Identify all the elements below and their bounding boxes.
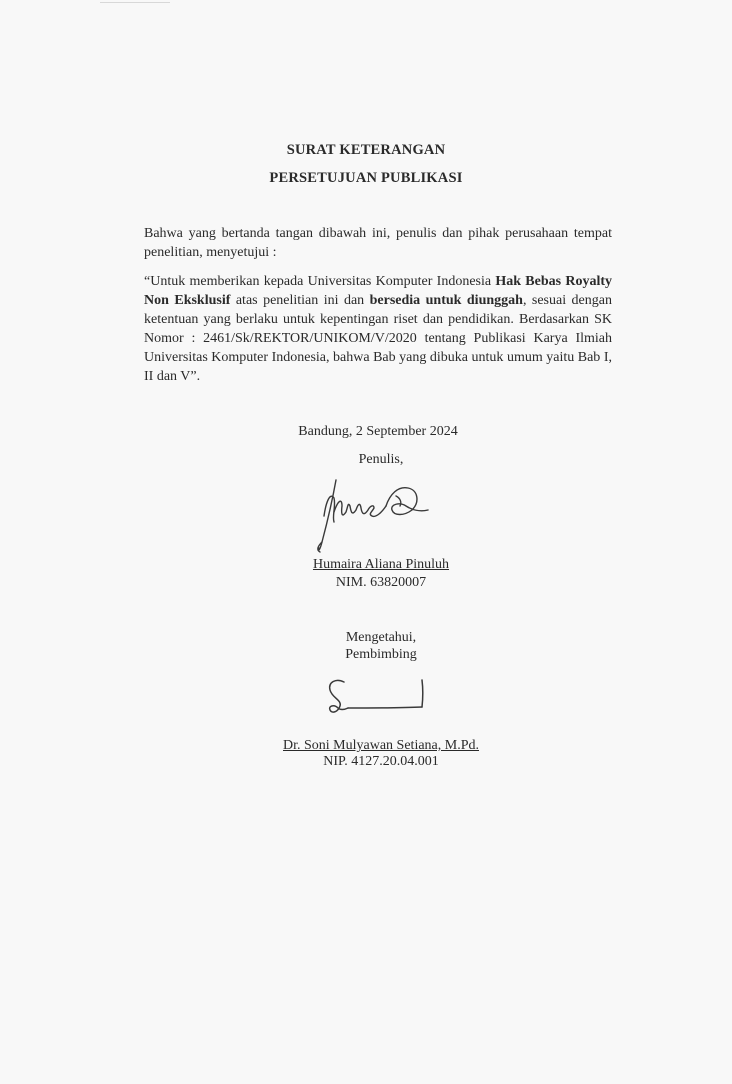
agreement-bold-1: Hak Bebas Royalty Non Eksklusif — [144, 274, 613, 308]
advisor-signature — [322, 674, 432, 722]
place-date: Bandung, 2 September 2024 — [298, 424, 458, 439]
agreement-paragraph — [144, 272, 612, 386]
agreement-text-2: atas penelitian ini dan — [230, 293, 370, 308]
intro-paragraph: Bahwa yang bertanda tangan dibawah ini, penulis dan pihak perusahaan tempat penelitian, menyetujui : — [144, 226, 612, 260]
advisor-label: Mengetahui, — [345, 630, 417, 645]
agreement-text-3: , sesuai dengan ketentuan yang berlaku untuk kepentingan riset dan pendidikan. Berdasarkan SK Nomor : 2461/Sk/REKTOR/UNIKOM/V/2020 tentang Publikasi Karya Ilmiah Universitas Komputer Indonesia, bahwa Bab yang dibuka untuk umum yaitu Bab I, II dan V”. — [144, 293, 612, 384]
scan-artifact-line — [100, 2, 170, 3]
document-subtitle: PERSETUJUAN PUBLIKASI — [269, 170, 463, 186]
agreement-text-1: “Untuk memberikan kepada Universitas Komputer Indonesia — [144, 274, 496, 289]
agreement-bold-2: bersedia untuk diunggah — [369, 293, 523, 308]
author-signature — [308, 472, 438, 556]
author-name: Humaira Aliana Pinuluh — [312, 557, 450, 572]
author-role: Penulis, — [358, 452, 404, 467]
advisor-id: NIP. 4127.20.04.001 — [323, 754, 439, 769]
advisor-role: Pembimbing — [345, 647, 417, 662]
advisor-name: Dr. Soni Mulyawan Setiana, M.Pd. — [283, 738, 479, 753]
document-title: SURAT KETERANGAN — [286, 142, 446, 158]
author-id: NIM. 63820007 — [335, 575, 427, 590]
